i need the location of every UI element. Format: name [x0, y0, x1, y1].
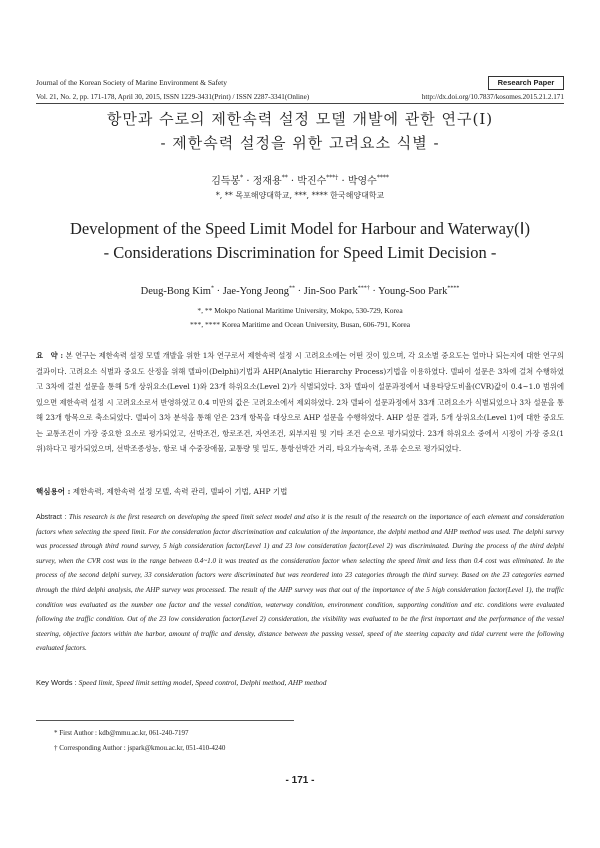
subtitle-english: - Considerations Discrimination for Speed Limit Decision - [103, 243, 497, 262]
footnote-first-author: * First Author : kdb@mmu.ac.kr, 061-240-7197 [54, 729, 189, 737]
author-en-1-mark: * [210, 285, 214, 292]
author-en-4: Young-Soo Park [378, 286, 448, 297]
author-en-3-mark: ***† [357, 285, 370, 292]
abstract-korean-label: 요 약 : [36, 351, 64, 360]
author-separator: · [216, 286, 221, 297]
abstract-english [36, 510, 564, 656]
author-separator: · [372, 286, 376, 297]
research-paper-badge: Research Paper [488, 76, 564, 90]
author-en-4-mark: **** [447, 285, 460, 292]
title-korean: 항만과 수로의 제한속력 설정 모델 개발에 관한 연구(Ⅰ) [106, 110, 494, 128]
author-kr-2: 정재용 [252, 176, 282, 187]
author-kr-1-mark: * [240, 174, 244, 182]
keywords-korean-text: 제한속력, 제한속력 설정 모델, 속력 관리, 델파이 기법, AHP 기법 [72, 487, 288, 496]
keywords-korean-label: 핵심용어 : [36, 487, 71, 496]
keywords-korean [36, 486, 287, 497]
keywords-english-label: Key Words : [36, 678, 77, 687]
author-kr-4: 박영수 [347, 176, 377, 187]
author-kr-2-mark: ** [281, 174, 288, 182]
affiliation-english-2: ***, **** Korea Maritime and Ocean University, Busan, 606-791, Korea [189, 320, 411, 329]
abstract-english-label: Abstract : [36, 513, 67, 521]
author-separator: · [341, 176, 345, 187]
keywords-english-text: Speed limit, Speed limit setting model, Speed control, Delphi method, AHP method [78, 678, 327, 687]
title-english: Development of the Speed Limit Model for Harbour and Waterway(Ⅰ) [69, 219, 531, 238]
author-en-2: Jae-Yong Jeong [222, 286, 289, 297]
author-separator: · [290, 176, 295, 187]
abstract-korean-text: 본 연구는 제한속력 설정 모델 개발을 위한 1차 연구로서 제한속력 설정 시 고려요소에는 어떤 것이 있으며, 각 요소별 중요도는 얼마나 되는지에 대한 연구의 결과이다. 고려요소 식별과 중요도 산정을 위해 델파이(Delphi)기법과 AHP(Analytic Hierarchy Process)기법을 이용하였다. 델파이 설문은 3차에 걸쳐 수행하였고 3차에 걸친 설문을 통해 5개 상위요소(Level 1)와 23개 하위요소(Level 2)가 식별되었다. 3차 델파이 설문과정에서 내용타당도비율(CVR)값이 0.4~1.0 범위에 있으면 제한속력 설정 시 고려요소로서 반영하였고 0.4 미만의 값은 고려요소에서 제외하였다. 2차 델파이 설문과정에서 33개 고려요소가 식별되었으나 3차 설문을 통해 23개 항목으로 축소되었다. 델파이 3차 분석을 통해 얻은 23개 항목을 대상으로 AHP 설문을 수행하였다. AHP 설문 결과, 5개 상위요소(Level 1)에 대한 중요도는 교통조건이 가장 중요한 요소로 평가되었고, 선박조건, 항로조건, 자연조건, 외부지원 및 기타 조건 순으로 평가되었다. 23개 하위요소 중에서 시정이 가장 중요(1위)하다고 평가되었으며, 선박조종성능, 항로 내 수중장애물, 교통량 및 밀도, 통항선박간 거리, 타요가능속력, 조류 순으로 평가되었다. [36, 351, 564, 453]
author-kr-3: 박진수 [297, 176, 327, 187]
authors-english [0, 286, 600, 297]
abstract-korean [36, 348, 564, 457]
doi-link[interactable]: http://dx.doi.org/10.7837/kosomes.2015.21.2.171 [421, 93, 564, 101]
footnote-corresponding-author: † Corresponding Author : jspark@kmou.ac.kr, 051-410-4240 [54, 744, 226, 752]
affiliation-korean: *, ** 목포해양대학교, ***, **** 한국해양대학교 [215, 191, 385, 200]
author-en-2-mark: ** [289, 285, 295, 292]
author-separator: · [246, 176, 250, 187]
journal-name: Journal of the Korean Society of Marine Environment & Safety [36, 78, 227, 87]
author-en-3: Jin-Soo Park [303, 286, 358, 297]
header-rule [36, 103, 564, 104]
subtitle-korean: - 제한속력 설정을 위한 고려요소 식별 - [160, 134, 440, 152]
author-separator: · [297, 286, 302, 297]
footnote-rule [36, 720, 294, 721]
author-kr-4-mark: **** [376, 174, 389, 182]
page-number: - 171 - [285, 775, 315, 786]
author-en-1: Deug-Bong Kim [140, 286, 211, 297]
abstract-english-text: This research is the first research on developing the speed limit select model and also it is the result of the research on the importance of each element and consideration factors when selecting the speed limit. For the consideration factor discrimination and calculation of the importance, the delphi method and AHP method was used. The delphi survey was processed through third round survey, 5 high consideration factor(Level 1) and 23 low consideration factor(Level 2) was discriminated. During the process of the third delphi survey, when the CVR cost was in the range between 0.4~1.0 it was treated as the consideration factor when selecting the speed limit and less than 0.4 cost was eliminated. In the process of the second delphi survey, 33 consideration factors were discriminated but was reordered into 23 categories through the third survey. Based on the 23 categories earned through the third delphi analysis, the AHP survey was processed. The result of the AHP survey was that out of the importance of the 5 high consideration factor(Level 1), the traffic condition was evaluated as the number one factor and the vessel condition, waterway condition, environment condition, supporting condition and etc. conditions were evaluated following the traffic condition. Out of the 23 low consideration factor(Level 2) consideration, the visibility was evaluated to be the first important and the performance of the vessel steering, objective factors within the harbor, amount of traffic and density, distance between the passing vessel, speed of the steering capacity and tidal current were the following evaluated factors. [36, 513, 565, 653]
keywords-english [36, 678, 327, 687]
author-kr-1: 김득봉 [211, 176, 241, 187]
authors-korean [0, 172, 600, 187]
author-kr-3-mark: ***† [326, 174, 339, 182]
affiliation-english-1: *, ** Mokpo National Maritime University, Mokpo, 530-729, Korea [197, 306, 403, 315]
volume-info: Vol. 21, No. 2, pp. 171-178, April 30, 2015, ISSN 1229-3431(Print) / ISSN 2287-3341(Online) [36, 93, 310, 101]
